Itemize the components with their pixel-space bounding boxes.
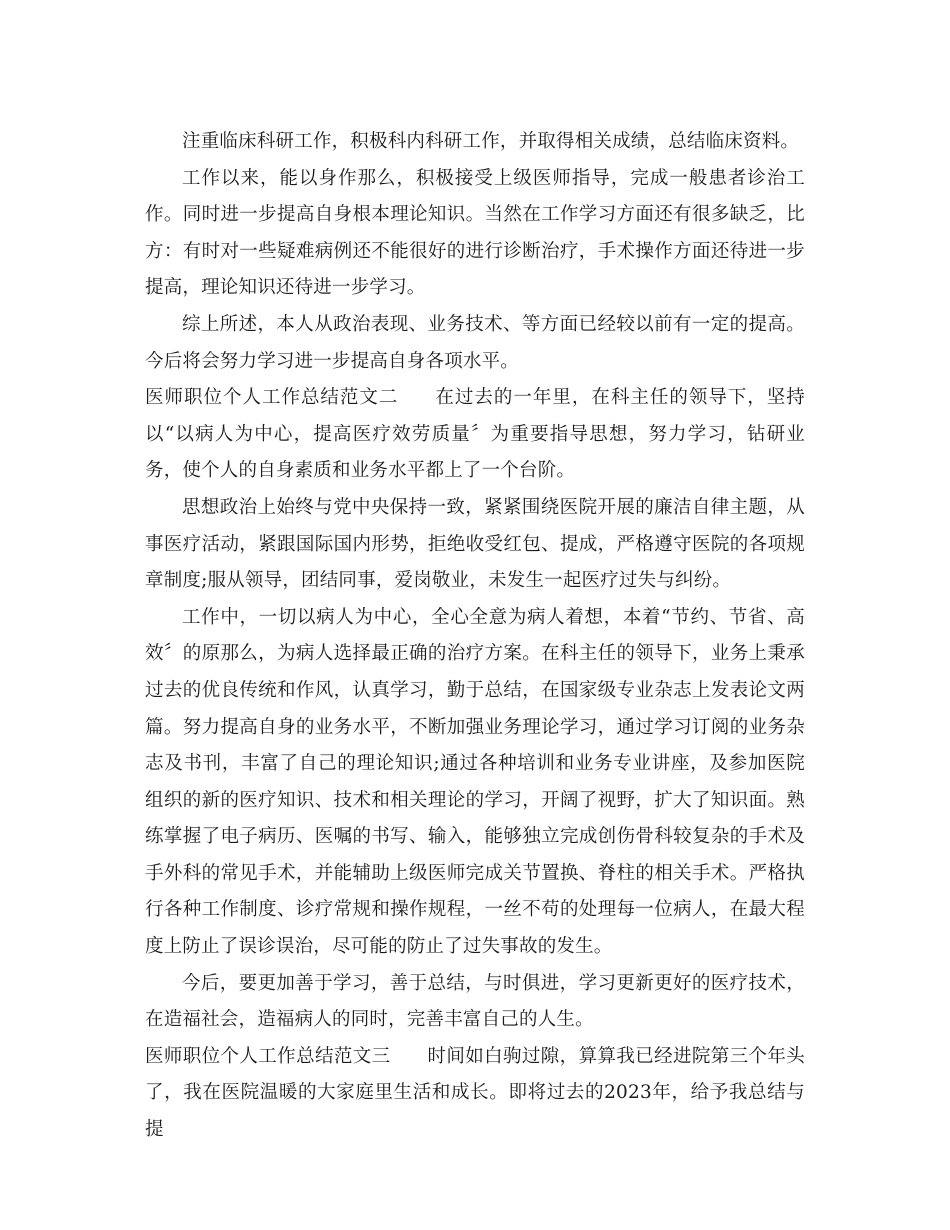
paragraph: 工作中，一切以病人为中心，全心全意为病人着想，本着“节约、节省、高效〞的原那么，为病人选择最正确的治疗方案。在科主任的领导下，业务上秉承过去的优良传统和作风，认真学习，勤于总结，在国家级专业杂志上发表论文两篇。努力提高自身的业务水平，不断加强业务理论学习，通过学习订阅的业务杂志及书刊，丰富了自己的理论知识;通过各种培训和业务专业讲座，及参加医院组织的新的医疗知识、技术和相关理论的学习，开阔了视野，扩大了知识面。熟练掌握了电子病历、医嘱的书写、输入，能够独立完成创伤骨科较复杂的手术及手外科的常见手术，并能辅助上级医师完成关节置换、脊柱的相关手术。严格执行各种工作制度、诊疗常规和操作规程，一丝不苟的处理每一位病人，在最大程度上防止了误诊误治，尽可能的防止了过失事故的发生。 [145, 606, 805, 958]
section-title: 医师职位个人工作总结范文三 [145, 1045, 391, 1067]
paragraph: 思想政治上始终与党中央保持一致，紧紧围绕医院开展的廉洁自律主题，从事医疗活动，紧跟国际国内形势，拒绝收受红包、提成，严格遵守医院的各项规章制度;服从领导，团结同事，爱岗敬业，未发生一起医疗过失与纠纷。 [145, 496, 805, 592]
paragraph: 综上所述，本人从政治表现、业务技术、等方面已经较以前有一定的提高。今后将会努力学习进一步提高自身各项水平。 [145, 313, 805, 372]
section-text: 时间如白驹过隙，算算我已经进院第三个年头了，我在医院温暖的大家庭里生活和成长。即将过去的2023年，给予我总结与提 [145, 1045, 805, 1141]
section-paragraph [145, 1039, 805, 1149]
section-text: 在过去的一年里，在科主任的领导下，坚持以“以病人为中心，提高医疗效劳质量〞为重要指导思想，努力学习，钻研业务，使个人的自身素质和业务水平都上了一个台阶。 [145, 387, 805, 482]
document-body [145, 124, 805, 1149]
paragraph: 注重临床科研工作，积极科内科研工作，并取得相关成绩，总结临床资料。 [182, 131, 800, 152]
section-paragraph [145, 380, 805, 490]
section-title: 医师职位个人工作总结范文二 [145, 387, 399, 409]
paragraph: 今后，要更加善于学习，善于总结，与时俱进，学习更新更好的医疗技术，在造福社会，造福病人的同时，完善丰富自己的人生。 [145, 972, 805, 1031]
paragraph: 工作以来，能以身作那么，积极接受上级医师指导，完成一般患者诊治工作。同时进一步提高自身根本理论知识。当然在工作学习方面还有很多缺乏，比方：有时对一些疑难病例还不能很好的进行诊断治疗，手术操作方面还待进一步提高，理论知识还待进一步学习。 [145, 167, 805, 299]
